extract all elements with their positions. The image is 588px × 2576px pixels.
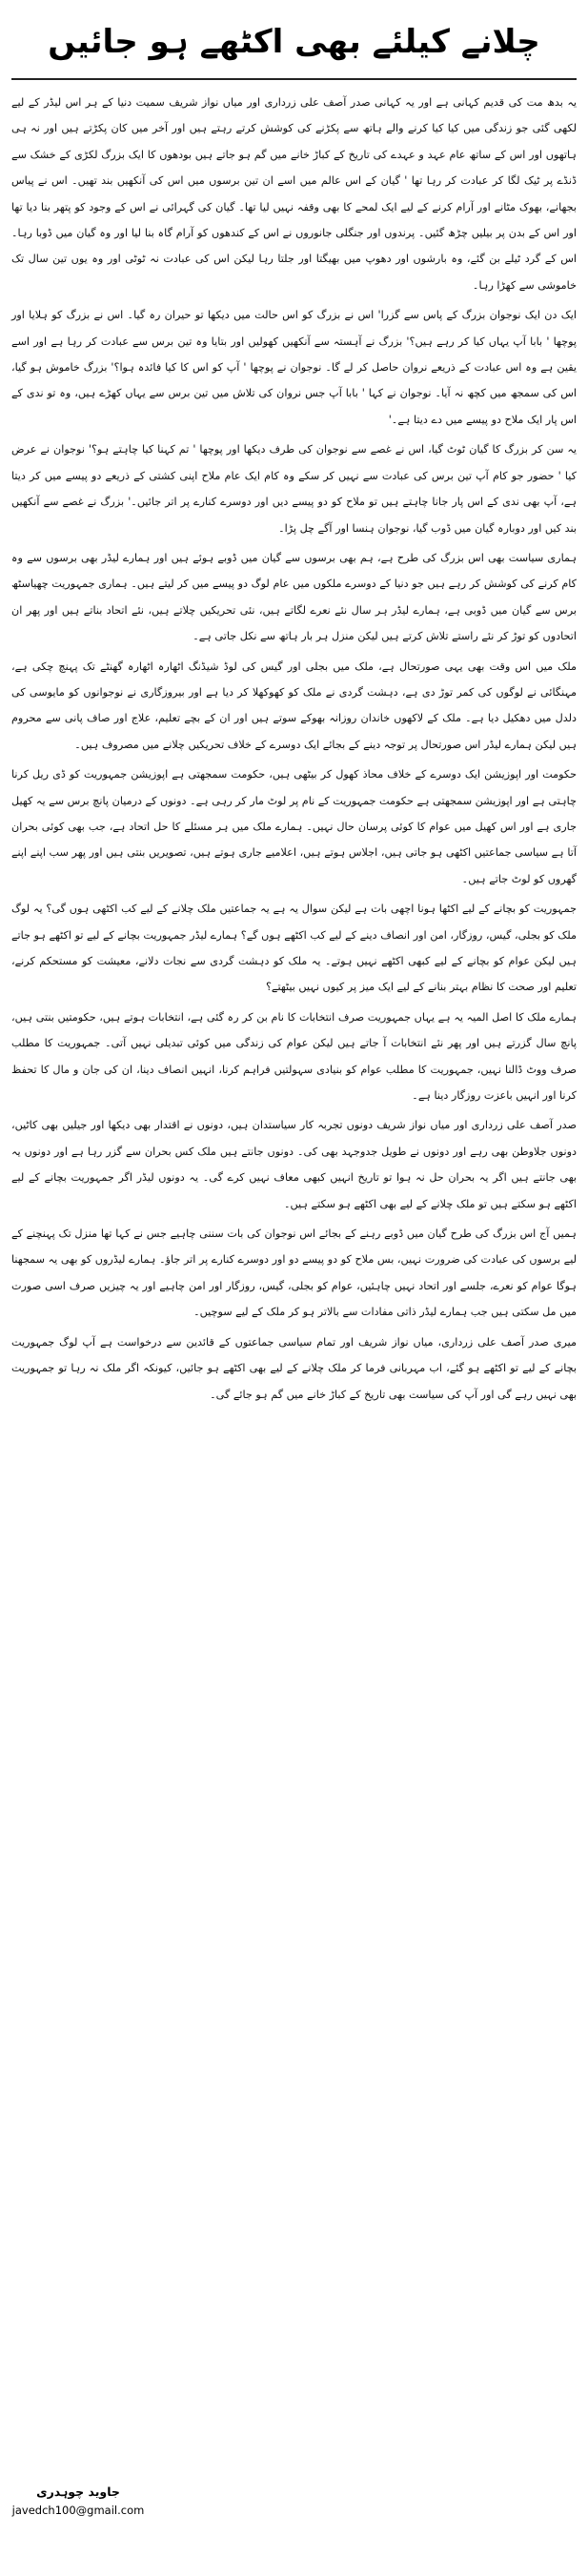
article-headline: چلانے کیلئے بھی اکٹھے ہو جائیں xyxy=(48,23,540,61)
author-byline xyxy=(11,2483,145,2519)
article-paragraph: یہ بدھ مت کی قدیم کہانی ہے اور یہ کہانی صدر آصف علی زرداری اور میاں نواز شریف سمیت دنیا کے ہر اس لیڈر کے لیے لکھی گئی جو زندگی میں کیا کیا کرنے والے ہاتھ سے پکڑنے کی کوشش کرتے رہتے ہیں اور آخر میں کان پکڑتے ہیں اور نہ ہی ہاتھوں اور اس کے ساتھ عام عہد و عہدے کی تاریخ کے کباڑ خانے میں گم ہو جاتے ہیں بودھوں کا ایک بزرگ لکڑی کے خشک سے ڈنڈے پر ٹیک لگا کر عبادت کر رہا تھا ' گیان کے اس عالم میں اسے ان تین برسوں میں اس کی آنکھیں بند تھیں۔ اس نے پیاس بجھانے، بھوک مٹانے اور آرام کرنے کے لیے ایک لمحے کا بھی وقفہ نہیں لیا تھا۔ گیان کی گہرائی نے اس کے وجود کو پتھر بنا دیا تھا اور اس کے بدن پر بیلیں چڑھ گئیں۔ پرندوں اور جنگلی جانوروں نے اس کے کندھوں کو آرام گاہ بنا لیا اور وہ گیان میں ڈوبا رہا۔ اس کے گرد ٹیلے بن گئے، وہ بارشوں اور دھوپ میں بھیگتا اور جلتا رہا لیکن اس کی عبادت نہ ٹوٹی اور وہ یوں تین سال تک خاموشی سے کھڑا رہا۔ xyxy=(11,96,577,292)
article-body xyxy=(11,90,577,1408)
article-paragraph: میری صدر آصف علی زرداری، میاں نواز شریف اور تمام سیاسی جماعتوں کے قائدین سے درخواست ہے آپ لوگ جمہوریت بچانے کے لیے تو اکٹھے ہو گئے، اب مہربانی فرما کر ملک چلانے کے لیے بھی اکٹھے ہو جائیں، کیونکہ اگر ملک نہ رہا تو جمہوریت بھی نہیں رہے گی اور آپ کی سیاست بھی تاریخ کے کباڑ خانے میں گم ہو جائے گی۔ xyxy=(11,1335,577,1401)
article-paragraph: حکومت اور اپوزیشن ایک دوسرے کے خلاف محاذ کھول کر بیٹھی ہیں، حکومت سمجھتی ہے اپوزیشن جمہوریت کو ڈی ریل کرنا چاہتی ہے اور اپوزیشن سمجھتی ہے حکومت جمہوریت کے نام پر لوٹ مار کر رہی ہے۔ دونوں کے درمیان پانچ برس سے یہ کھیل جاری ہے اور اس کھیل میں عوام کا کوئی پرسان حال نہیں۔ ہمارے ملک میں ہر مسئلے کا حل اتحاد ہے، جب بھی کوئی بحران آتا ہے سیاسی جماعتیں اکٹھی ہو جاتی ہیں، اجلاس ہوتے ہیں، اعلامیے جاری ہوتے ہیں، تصویریں بنتی ہیں اور پھر سب اپنے اپنے گھروں کو لوٹ جاتے ہیں۔ xyxy=(11,768,577,885)
author-email[interactable]: javedch100@gmail.com xyxy=(11,2504,145,2517)
article-paragraph: ہمیں آج اس بزرگ کی طرح گیان میں ڈوبے رہنے کے بجائے اس نوجوان کی بات سننی چاہیے جس نے کہا تھا منزل تک پہنچنے کے لیے برسوں کی عبادت کی ضرورت نہیں، بس ملاح کو دو پیسے دو اور دوسرے کنارے پر اتر جاؤ۔ ہمارے لیڈروں کو بھی یہ سمجھنا ہوگا عوام کو نعرے، جلسے اور اتحاد نہیں چاہئیں، عوام کو بجلی، گیس، روزگار اور امن چاہیے اور یہ چیزیں صرف اسی صورت میں مل سکتی ہیں جب ہمارے لیڈر ذاتی مفادات سے بالاتر ہو کر ملک کے لیے سوچیں۔ xyxy=(11,1227,577,1319)
article-paragraph: صدر آصف علی زرداری اور میاں نواز شریف دونوں تجربہ کار سیاستدان ہیں، دونوں نے اقتدار بھی دیکھا اور جیلیں بھی کاٹیں، دونوں جلاوطن بھی رہے اور دونوں نے طویل جدوجہد بھی کی۔ دونوں جانتے ہیں ملک کس بحران سے گزر رہا ہے اور دونوں یہ بھی جانتے ہیں اگر یہ بحران حل نہ ہوا تو تاریخ انہیں کبھی معاف نہیں کرے گی۔ یہ دونوں لیڈر اگر جمہوریت بچانے کے لیے اکٹھے ہو سکتے ہیں تو ملک چلانے کے لیے بھی اکٹھے ہو سکتے ہیں۔ xyxy=(11,1119,577,1210)
article-paragraph: ملک میں اس وقت بھی یہی صورتحال ہے، ملک میں بجلی اور گیس کی لوڈ شیڈنگ اٹھارہ اٹھارہ گھنٹے تک پہنچ چکی ہے، مہنگائی نے لوگوں کی کمر توڑ دی ہے، دہشت گردی نے ملک کو کھوکھلا کر دیا ہے اور بیروزگاری نے نوجوانوں کو مایوسی کی دلدل میں دھکیل دیا ہے۔ ملک کے لاکھوں خاندان روزانہ بھوکے سوتے ہیں اور ان کے بچے تعلیم، علاج اور صاف پانی سے محروم ہیں لیکن ہمارے لیڈر اس صورتحال پر توجہ دینے کے بجائے ایک دوسرے کے خلاف تحریکیں چلانے میں مصروف ہیں۔ xyxy=(11,659,577,751)
article-paragraph: جمہوریت کو بچانے کے لیے اکٹھا ہونا اچھی بات ہے لیکن سوال یہ ہے یہ جماعتیں ملک چلانے کے لیے کب اکٹھی ہوں گی؟ یہ لوگ ملک کو بجلی، گیس، روزگار، امن اور انصاف دینے کے لیے کب اکٹھے ہوں گے؟ ہمارے لیڈر جمہوریت بچانے کے لیے تو اکٹھے ہو جاتے ہیں لیکن عوام کو بچانے کے لیے کبھی اکٹھے نہیں ہوتے۔ یہ ملک کو دہشت گردی سے نجات دلانے، معیشت کو مستحکم کرنے، تعلیم اور صحت کا نظام بہتر بنانے کے لیے ایک میز پر کیوں نہیں بیٹھتے؟ xyxy=(11,903,577,994)
article-paragraph: یہ سن کر بزرگ کا گیان ٹوٹ گیا، اس نے غصے سے نوجوان کی طرف دیکھا اور پوچھا ' تم کہنا کیا چاہتے ہو؟' نوجوان نے عرض کیا ' حضور جو کام آپ تین برس کی عبادت سے نہیں کر سکے وہ کام ایک عام ملاح اپنی کشتی کے ذریعے دو پیسے میں کر دیتا ہے، آپ بھی ندی کے اس پار جانا چاہتے ہیں تو ملاح کو دو پیسے دیں اور دوسرے کنارے پر اتر جائیں۔' بزرگ نے غصے سے آنکھیں بند کیں اور دوبارہ گیان میں ڈوب گیا، نوجوان ہنسا اور آگے چل پڑا۔ xyxy=(11,443,577,535)
headline-divider xyxy=(11,78,577,80)
author-name: جاوید چوہدری xyxy=(36,2485,120,2499)
article-paragraph: ہمارے ملک کا اصل المیہ یہ ہے یہاں جمہوریت صرف انتخابات کا نام بن کر رہ گئی ہے، انتخابات ہوتے ہیں، حکومتیں بنتی ہیں، پانچ سال گزرتے ہیں اور پھر نئے انتخابات آ جاتے ہیں لیکن عوام کی زندگی میں کوئی تبدیلی نہیں آتی۔ جمہوریت کا مطلب صرف ووٹ ڈالنا نہیں، جمہوریت کا مطلب عوام کو بنیادی سہولتیں فراہم کرنا، انہیں انصاف دینا، ان کی جان و مال کا تحفظ کرنا اور انہیں باعزت روزگار دینا ہے۔ xyxy=(11,1010,577,1103)
article-paragraph: ایک دن ایک نوجوان بزرگ کے پاس سے گزرا' اس نے بزرگ کو اس حالت میں دیکھا تو حیران رہ گیا۔ اس نے بزرگ کو ہلایا اور پوچھا ' بابا آپ یہاں کیا کر رہے ہیں؟' بزرگ نے آہستہ سے آنکھیں کھولیں اور بتایا وہ تین برس سے عبادت کر رہا ہے اور اسے یقین ہے وہ اس عبادت کے ذریعے نروان حاصل کر لے گا۔ نوجوان نے پوچھا ' آپ کو اس کا کیا فائدہ ہوا؟' بزرگ خاموش ہو گیا، اس کی سمجھ میں کچھ نہ آیا۔ نوجوان نے کہا ' بابا آپ جس نروان کی تلاش میں تین برس سے یہاں کھڑے ہیں، وہ تو ندی کے اس پار ایک ملاح دو پیسے میں دے دیتا ہے۔' xyxy=(11,309,577,426)
article-paragraph: ہماری سیاست بھی اس بزرگ کی طرح ہے، ہم بھی برسوں سے گیان میں ڈوبے ہوئے ہیں اور ہمارے لیڈر بھی برسوں سے وہ کام کرنے کی کوشش کر رہے ہیں جو دنیا کے دوسرے ملکوں میں عام لوگ دو پیسے میں کر لیتے ہیں۔ ہماری جمہوریت چھیاسٹھ برس سے گیان میں ڈوبی ہے، ہمارے لیڈر ہر سال نئے نعرے لگاتے ہیں، نئی تحریکیں چلاتے ہیں، نئے اتحاد بناتے ہیں اور پھر ان اتحادوں کو توڑ کر نئے راستے تلاش کرتے ہیں لیکن منزل ہر بار ہاتھ سے نکل جاتی ہے۔ xyxy=(11,551,577,643)
